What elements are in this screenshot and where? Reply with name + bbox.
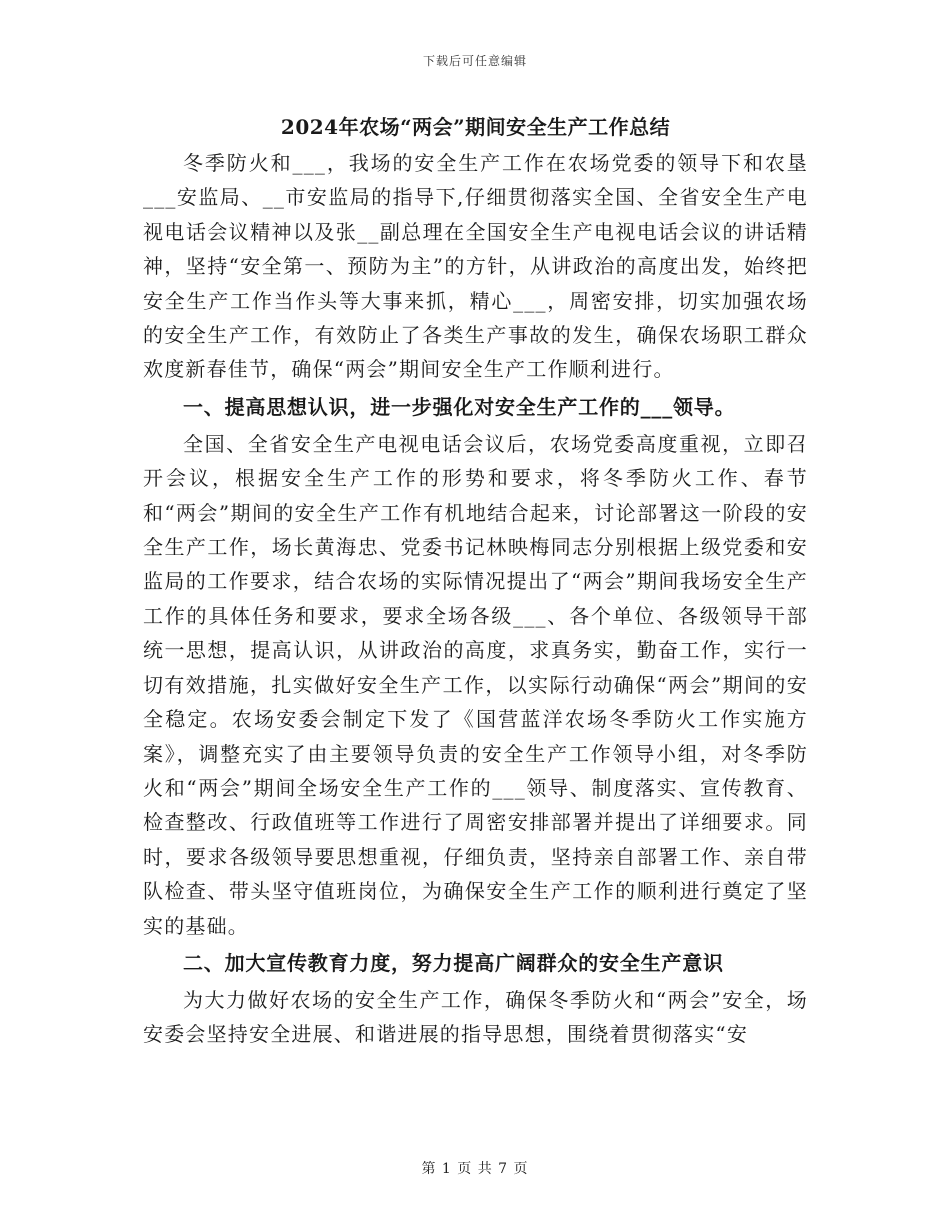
document-title: 2024年农场“两会”期间安全生产工作总结 [280,115,671,139]
section-paragraph-2: 为大力做好农场的安全生产工作，确保冬季防火和“两会”安全，场安委会坚持安全进展、和谐进展的指导思想，围绕着贯彻落实“安 [143,987,808,1047]
section-heading-2: 二、加大宣传教育力度，努力提高广阔群众的安全生产意识 [183,950,724,975]
intro-paragraph: 冬季防火和___，我场的安全生产工作在农场党委的领导下和农垦___安监局、__市安监局的指导下,仔细贯彻落实全国、全省安全生产电视电话会议精神以及张__副总理在全国安全生产电视电话会议的讲话精神，坚持“安全第一、预防为主”的方针，从讲政治的高度出发，始终把安全生产工作当作头等大事来抓，精心___，周密安排，切实加强农场的安全生产工作，有效防止了各类生产事故的发生，确保农场职工群众欢度新春佳节，确保“两会”期间安全生产工作顺利进行。 [143,151,808,382]
section-heading-1: 一、提高思想认识，进一步强化对安全生产工作的___领导。 [183,394,736,419]
section-paragraph-1: 全国、全省安全生产电视电话会议后，农场党委高度重视，立即召开会议，根据安全生产工作的形势和要求，将冬季防火工作、春节和“两会”期间的安全生产工作有机地结合起来，讨论部署这一阶段的安全生产工作，场长黄海忠、党委书记林映梅同志分别根据上级党委和安监局的工作要求，结合农场的实际情况提出了“两会”期间我场安全生产工作的具体任务和要求，要求全场各级___、各个单位、各级领导干部统一思想，提高认识，从讲政治的高度，求真务实，勤奋工作，实行一切有效措施，扎实做好安全生产工作，以实际行动确保“两会”期间的安全稳定。农场安委会制定下发了《国营蓝洋农场冬季防火工作实施方案》，调整充实了由主要领导负责的安全生产工作领导小组，对冬季防火和“两会”期间全场安全生产工作的___领导、制度落实、宣传教育、检查整改、行政值班等工作进行了周密安排部署并提出了详细要求。同时，要求各级领导要思想重视，仔细负责，坚持亲自部署工作、亲自带队检查、带头坚守值班岗位，为确保安全生产工作的顺利进行奠定了坚实的基础。 [143,431,808,938]
document-body [143,112,808,1052]
header-note: 下载后可任意编辑 [422,54,527,68]
page-number: 第 1 页 共 7 页 [421,1161,529,1177]
